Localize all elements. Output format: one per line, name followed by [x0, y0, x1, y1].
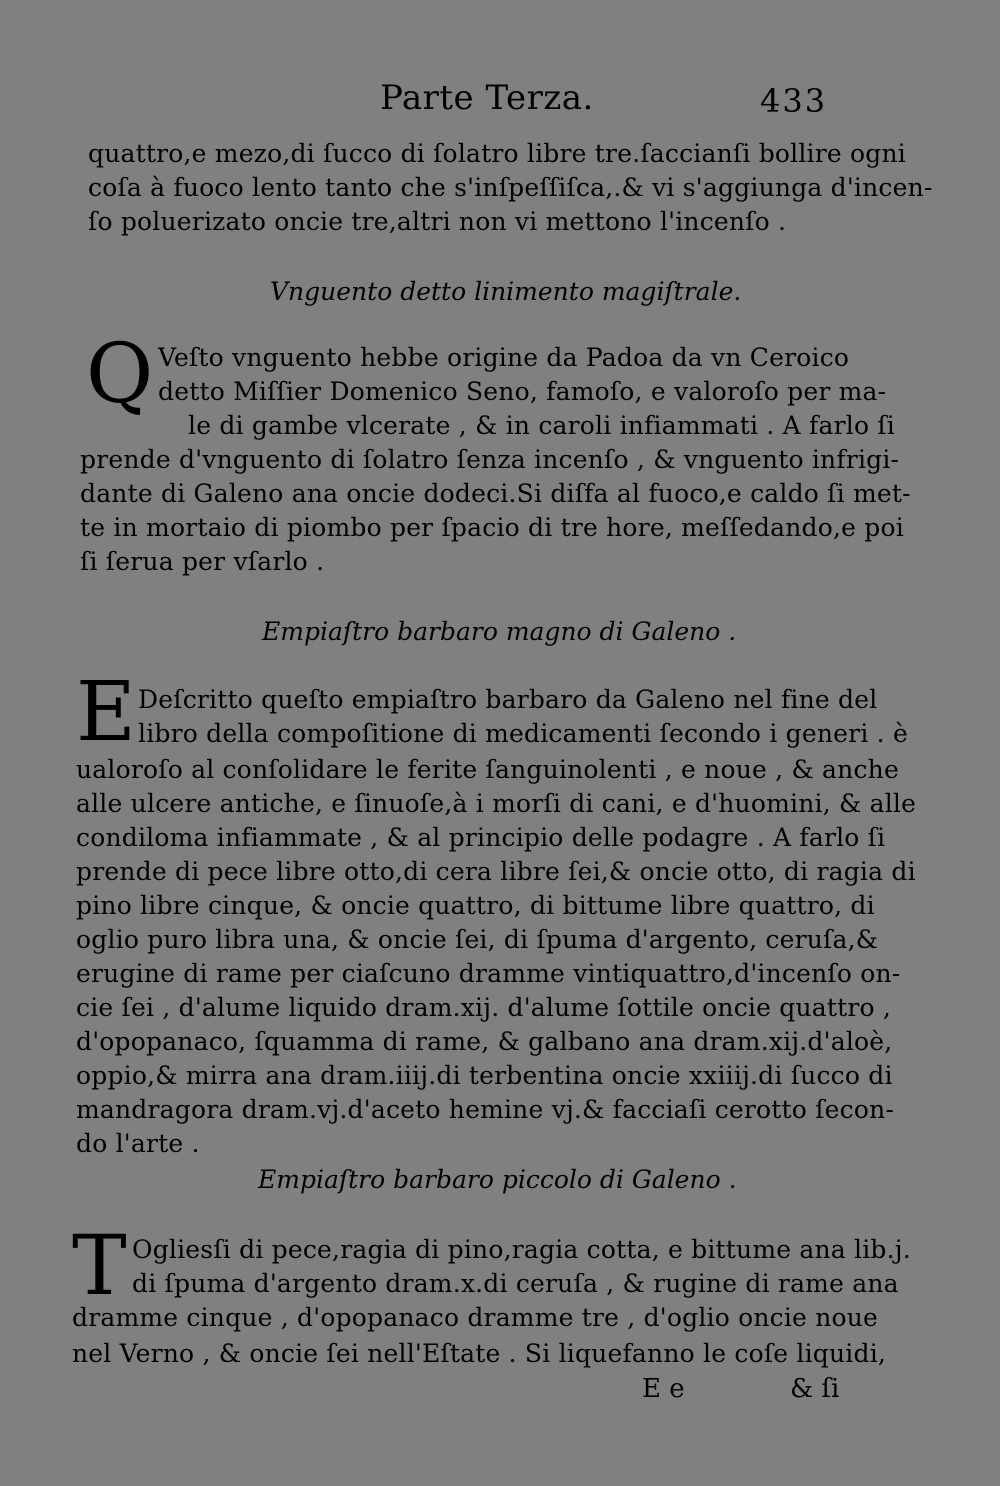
- text-line: Veſto vnguento hebbe origine da Padoa da vn Ceroico: [158, 343, 850, 372]
- text-line: di ſpuma d'argento dram.x.di ceruſa , & rugine di rame ana: [132, 1269, 899, 1298]
- text-line: quattro,e mezo,di ſucco di ſolatro libre tre.ſaccianſi bollire ogni: [88, 139, 906, 168]
- text-line: dante di Galeno ana oncie dodeci.Si diſfa al fuoco,e caldo ſi met-: [80, 479, 911, 508]
- text-line: erugine di rame per ciaſcuno dramme vintiquattro,d'incenſo on-: [76, 959, 901, 988]
- section-heading: Vnguento detto linimento magiſtrale.: [270, 277, 742, 306]
- page-number: 433: [760, 82, 828, 120]
- text-line: cie ſei , d'alume liquido dram.xij. d'alume ſottile oncie quattro ,: [76, 993, 892, 1022]
- text-line: detto Miſſier Domenico Seno, famoſo, e valoroſo per ma-: [158, 377, 887, 406]
- text-line: Deſcritto queſto empiaſtro barbaro da Galeno nel fine del: [138, 685, 878, 714]
- text-line: ſi ſerua per vſarlo .: [80, 547, 325, 576]
- running-title: Parte Terza.: [380, 78, 594, 118]
- text-line: mandragora dram.vj.d'aceto hemine vj.& facciaſi cerotto ſecon-: [76, 1095, 895, 1124]
- text-line: oglio puro libra una, & oncie ſei, di ſpuma d'argento, ceruſa,&: [76, 925, 879, 954]
- drop-capital: Q: [86, 327, 154, 422]
- catchword: & ſi: [790, 1374, 840, 1404]
- text-line: alle ulcere antiche, e ſinuoſe,à i morſi di cani, e d'huomini, & alle: [76, 789, 917, 818]
- text-line: ualoroſo al conſolidare le ferite ſanguinolenti , e noue , & anche: [76, 755, 899, 784]
- text-line: ſo poluerizato oncie tre,altri non vi mettono l'incenſo .: [88, 207, 787, 236]
- text-line: d'opopanaco, ſquamma di rame, & galbano ana dram.xij.d'aloè,: [76, 1027, 893, 1056]
- text-line: nel Verno , & oncie ſei nell'Eſtate . Si liquefanno le coſe liquidi,: [72, 1339, 887, 1368]
- text-line: condiloma infiammate , & al principio delle podagre . A farlo ſi: [76, 823, 886, 852]
- drop-capital: T: [72, 1219, 127, 1314]
- text-line: te in mortaio di piombo per ſpacio di tre hore, meſſedando,e poi: [80, 513, 904, 542]
- text-line: dramme cinque , d'opopanaco dramme tre , d'oglio oncie noue: [72, 1303, 879, 1332]
- text-line: le di gambe vlcerate , & in caroli infiammati . A farlo ſi: [188, 411, 895, 440]
- text-line: libro della compoſitione di medicamenti ſecondo i generi . è: [138, 719, 908, 748]
- section-heading: Empiaſtro barbaro magno di Galeno .: [262, 617, 737, 646]
- text-line: coſa à fuoco lento tanto che s'inſpeſſiſca,.& vi s'aggiunga d'incen-: [88, 173, 933, 202]
- text-line: prende d'vnguento di ſolatro ſenza incenſo , & vnguento infrigi-: [80, 445, 900, 474]
- text-line: prende di pece libre otto,di cera libre ſei,& oncie otto, di ragia di: [76, 857, 916, 886]
- text-line: Ogliesſi di pece,ragia di pino,ragia cotta, e bittume ana lib.j.: [132, 1235, 911, 1264]
- text-line: oppio,& mirra ana dram.iiij.di terbentina oncie xxiiij.di ſucco di: [76, 1061, 893, 1090]
- signature-mark: E e: [642, 1374, 685, 1404]
- text-line: do l'arte .: [76, 1129, 200, 1158]
- drop-capital: E: [76, 665, 136, 760]
- text-line: pino libre cinque, & oncie quattro, di bittume libre quattro, di: [76, 891, 875, 920]
- section-heading: Empiaſtro barbaro piccolo di Galeno .: [258, 1165, 737, 1194]
